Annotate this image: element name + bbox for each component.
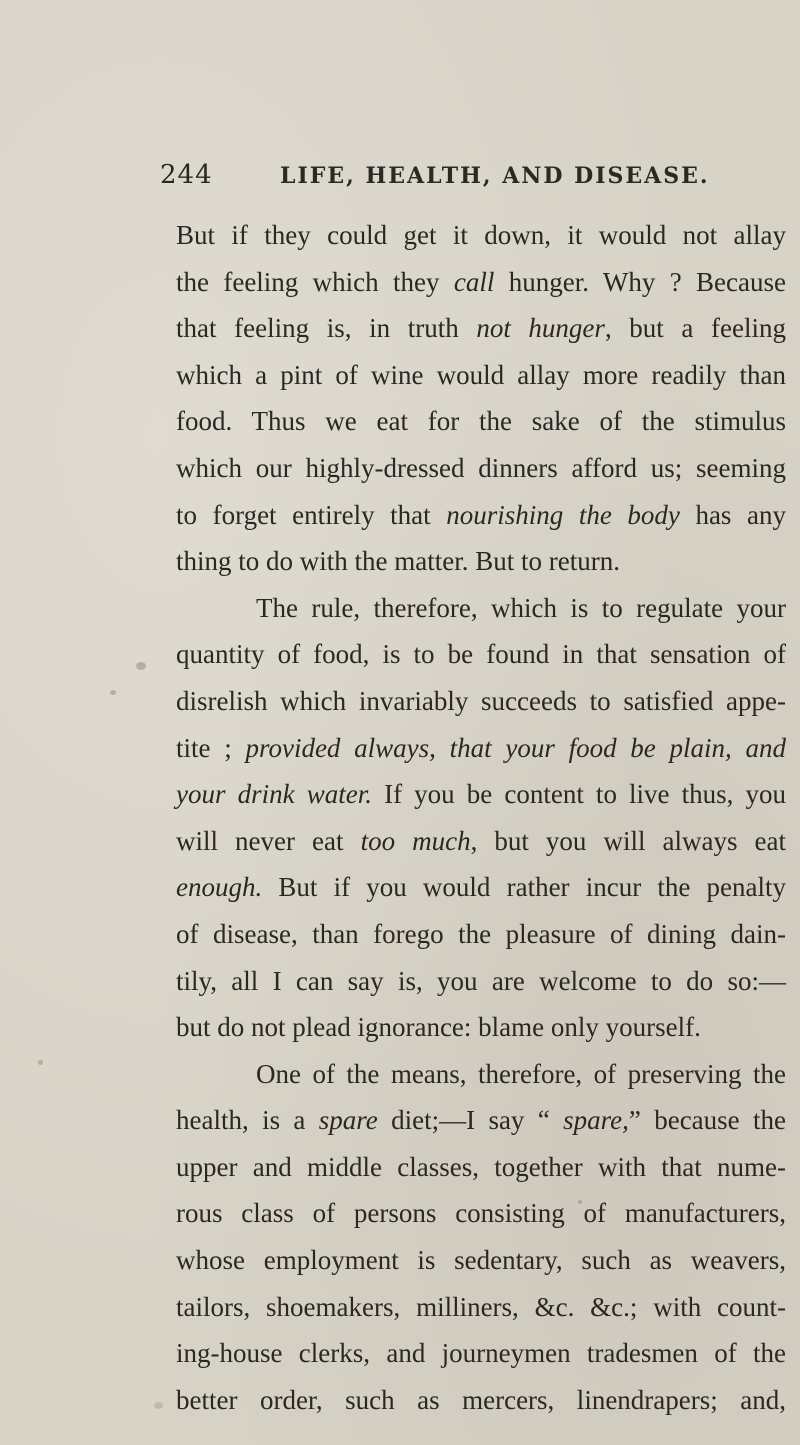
italic-text: nourishing the body <box>446 499 680 530</box>
paper-speck <box>38 1060 43 1065</box>
text-line: which a pint of wine would allay more readily than <box>176 359 786 390</box>
text-line: whose employment is sedentary, such as weavers, <box>176 1245 786 1276</box>
running-title: LIFE, HEALTH, AND DISEASE. <box>280 163 710 189</box>
text-line: One of the means, therefore, of preserving the <box>256 1058 786 1089</box>
paper-speck <box>578 1200 582 1204</box>
italic-text: not hunger <box>476 313 605 344</box>
text-line: ing-house clerks, and journeymen tradesmen of the <box>176 1338 786 1369</box>
italic-text: provided always, that your food be plain, and <box>245 732 786 763</box>
italic-text: call <box>453 266 495 297</box>
text-line: but do not plead ignorance: blame only yourself. <box>176 1012 701 1043</box>
text-line: thing to do with the matter. But to return. <box>176 546 620 577</box>
text-line: the feeling which they call hunger. Why ? Because <box>176 266 786 297</box>
italic-text: spare, <box>563 1105 629 1136</box>
text-line: health, is a spare diet;—I say “ spare,” because the <box>176 1105 786 1136</box>
text-line: rous class of persons consisting of manufacturers, <box>176 1198 786 1229</box>
paper-speck <box>136 662 146 670</box>
text-line: tily, all I can say is, you are welcome to do so:— <box>176 965 786 996</box>
italic-text: spare <box>318 1105 378 1136</box>
text-line: better order, such as mercers, linendrapers; and, <box>176 1384 786 1415</box>
text-line: tite ; provided always, that your food be plain, and <box>176 732 786 763</box>
running-head <box>160 160 760 200</box>
paper-speck <box>110 690 116 695</box>
body-text <box>176 212 786 1423</box>
text-line: to forget entirely that nourishing the body has any <box>176 499 786 530</box>
italic-text: your drink water. <box>176 779 372 810</box>
text-line: But if they could get it down, it would not allay <box>176 220 786 250</box>
text-line: quantity of food, is to be found in that sensation of <box>176 639 786 670</box>
text-line: enough. But if you would rather incur the penalty <box>176 872 786 903</box>
paper-speck <box>154 1402 163 1409</box>
text-line: disrelish which invariably succeeds to satisfied appe- <box>176 685 786 716</box>
page-number: 244 <box>160 160 213 190</box>
italic-text: enough. <box>176 872 263 903</box>
text-line: that feeling is, in truth not hunger, but a feeling <box>176 313 786 344</box>
italic-text: too much <box>360 825 471 856</box>
text-line: upper and middle classes, together with that nume- <box>176 1151 786 1182</box>
text-line: food. Thus we eat for the sake of the stimulus <box>176 406 786 437</box>
text-line: The rule, therefore, which is to regulate your <box>256 592 786 623</box>
text-line: which our highly-dressed dinners afford us; seeming <box>176 452 786 483</box>
text-line: tailors, shoemakers, milliners, &c. &c.; with count- <box>176 1291 786 1322</box>
text-line: will never eat too much, but you will always eat <box>176 825 787 856</box>
text-line: your drink water. If you be content to live thus, you <box>176 779 787 810</box>
text-line: of disease, than forego the pleasure of dining dain- <box>176 918 786 949</box>
